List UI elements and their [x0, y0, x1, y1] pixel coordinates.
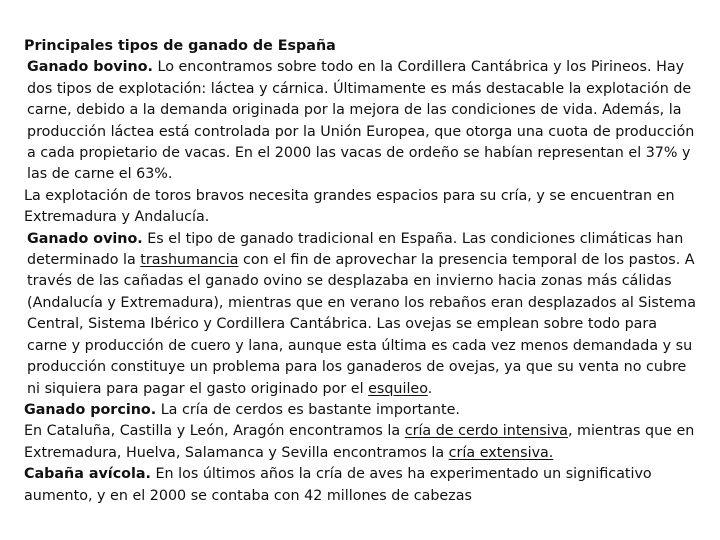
text-porcino-2: En Cataluña, Castilla y León, Aragón encontramos la [24, 423, 405, 440]
text-ovino-1: Es el tipo de ganado tradicional en España. Las condiciones climáticas han determinado la [27, 230, 684, 269]
heading-bovino: Ganado bovino. [27, 59, 153, 76]
text-porcino-3: , mientras que en Extremadura, Huelva, Salamanca y Sevilla encontramos la [24, 423, 695, 461]
paragraph-porcino [24, 400, 700, 421]
paragraph-avicola [24, 464, 700, 507]
paragraph-ovino [24, 229, 700, 400]
heading-porcino: Ganado porcino. [24, 401, 157, 418]
text-ovino-3: . [427, 380, 433, 397]
heading-avicola: Cabaña avícola. [24, 466, 151, 483]
document-title: Principales tipos de ganado de España [24, 38, 336, 54]
document-body [24, 36, 700, 507]
text-ovino-2: con el fin de aprovechar la presencia temporal de los pastos. A través de las cañadas el ganado ovino se desplazaba en invierno hacia zonas más cálidas (Andalucía y Extremadura), mientras que en verano los rebaños eran desplazados al Sistema Central, Sistema Ibérico y Cordillera Cantábrica. Las ovejas se emplean sobre todo para carne y producción de cuero y lana, aunque esta última es cada vez menos demandada y su producción constituye un problema para los ganaderos de ovejas, ya que su venta no cubre ni siquiera para pagar el gasto originado por el [27, 252, 696, 397]
paragraph-porcino-regions [24, 421, 700, 464]
link-cria-extensiva[interactable]: cría extensiva. [448, 444, 554, 461]
link-cria-intensiva[interactable]: cría de cerdo intensiva [404, 423, 568, 440]
link-esquileo[interactable]: esquileo [368, 380, 428, 397]
text-avicola: En los últimos años la cría de aves ha experimentado un significativo aumento, y en el 2000 se contaba con 42 millones de cabezas [24, 466, 652, 504]
heading-ovino: Ganado ovino. [27, 230, 143, 247]
text-porcino-1: La cría de cerdos es bastante importante. [156, 401, 460, 418]
link-trashumancia[interactable]: trashumancia [140, 252, 239, 269]
paragraph-toros-bravos: La explotación de toros bravos necesita grandes espacios para su cría, y se encuentran en Extremadura y Andalucía. [24, 187, 675, 226]
paragraph-bovino [24, 57, 700, 185]
text-bovino: Lo encontramos sobre todo en la Cordillera Cantábrica y los Pirineos. Hay dos tipos de explotación: láctea y cárnica. Últimamente es más destacable la explotación de carne, debido a la demanda originada por la mejora de las condiciones de vida. Además, la producción láctea está controlada por la Unión Europea, que otorga una cuota de producción a cada propietario de vacas. En el 2000 las vacas de ordeño se habían representan el 37% y las de carne el 63%. [27, 59, 695, 183]
